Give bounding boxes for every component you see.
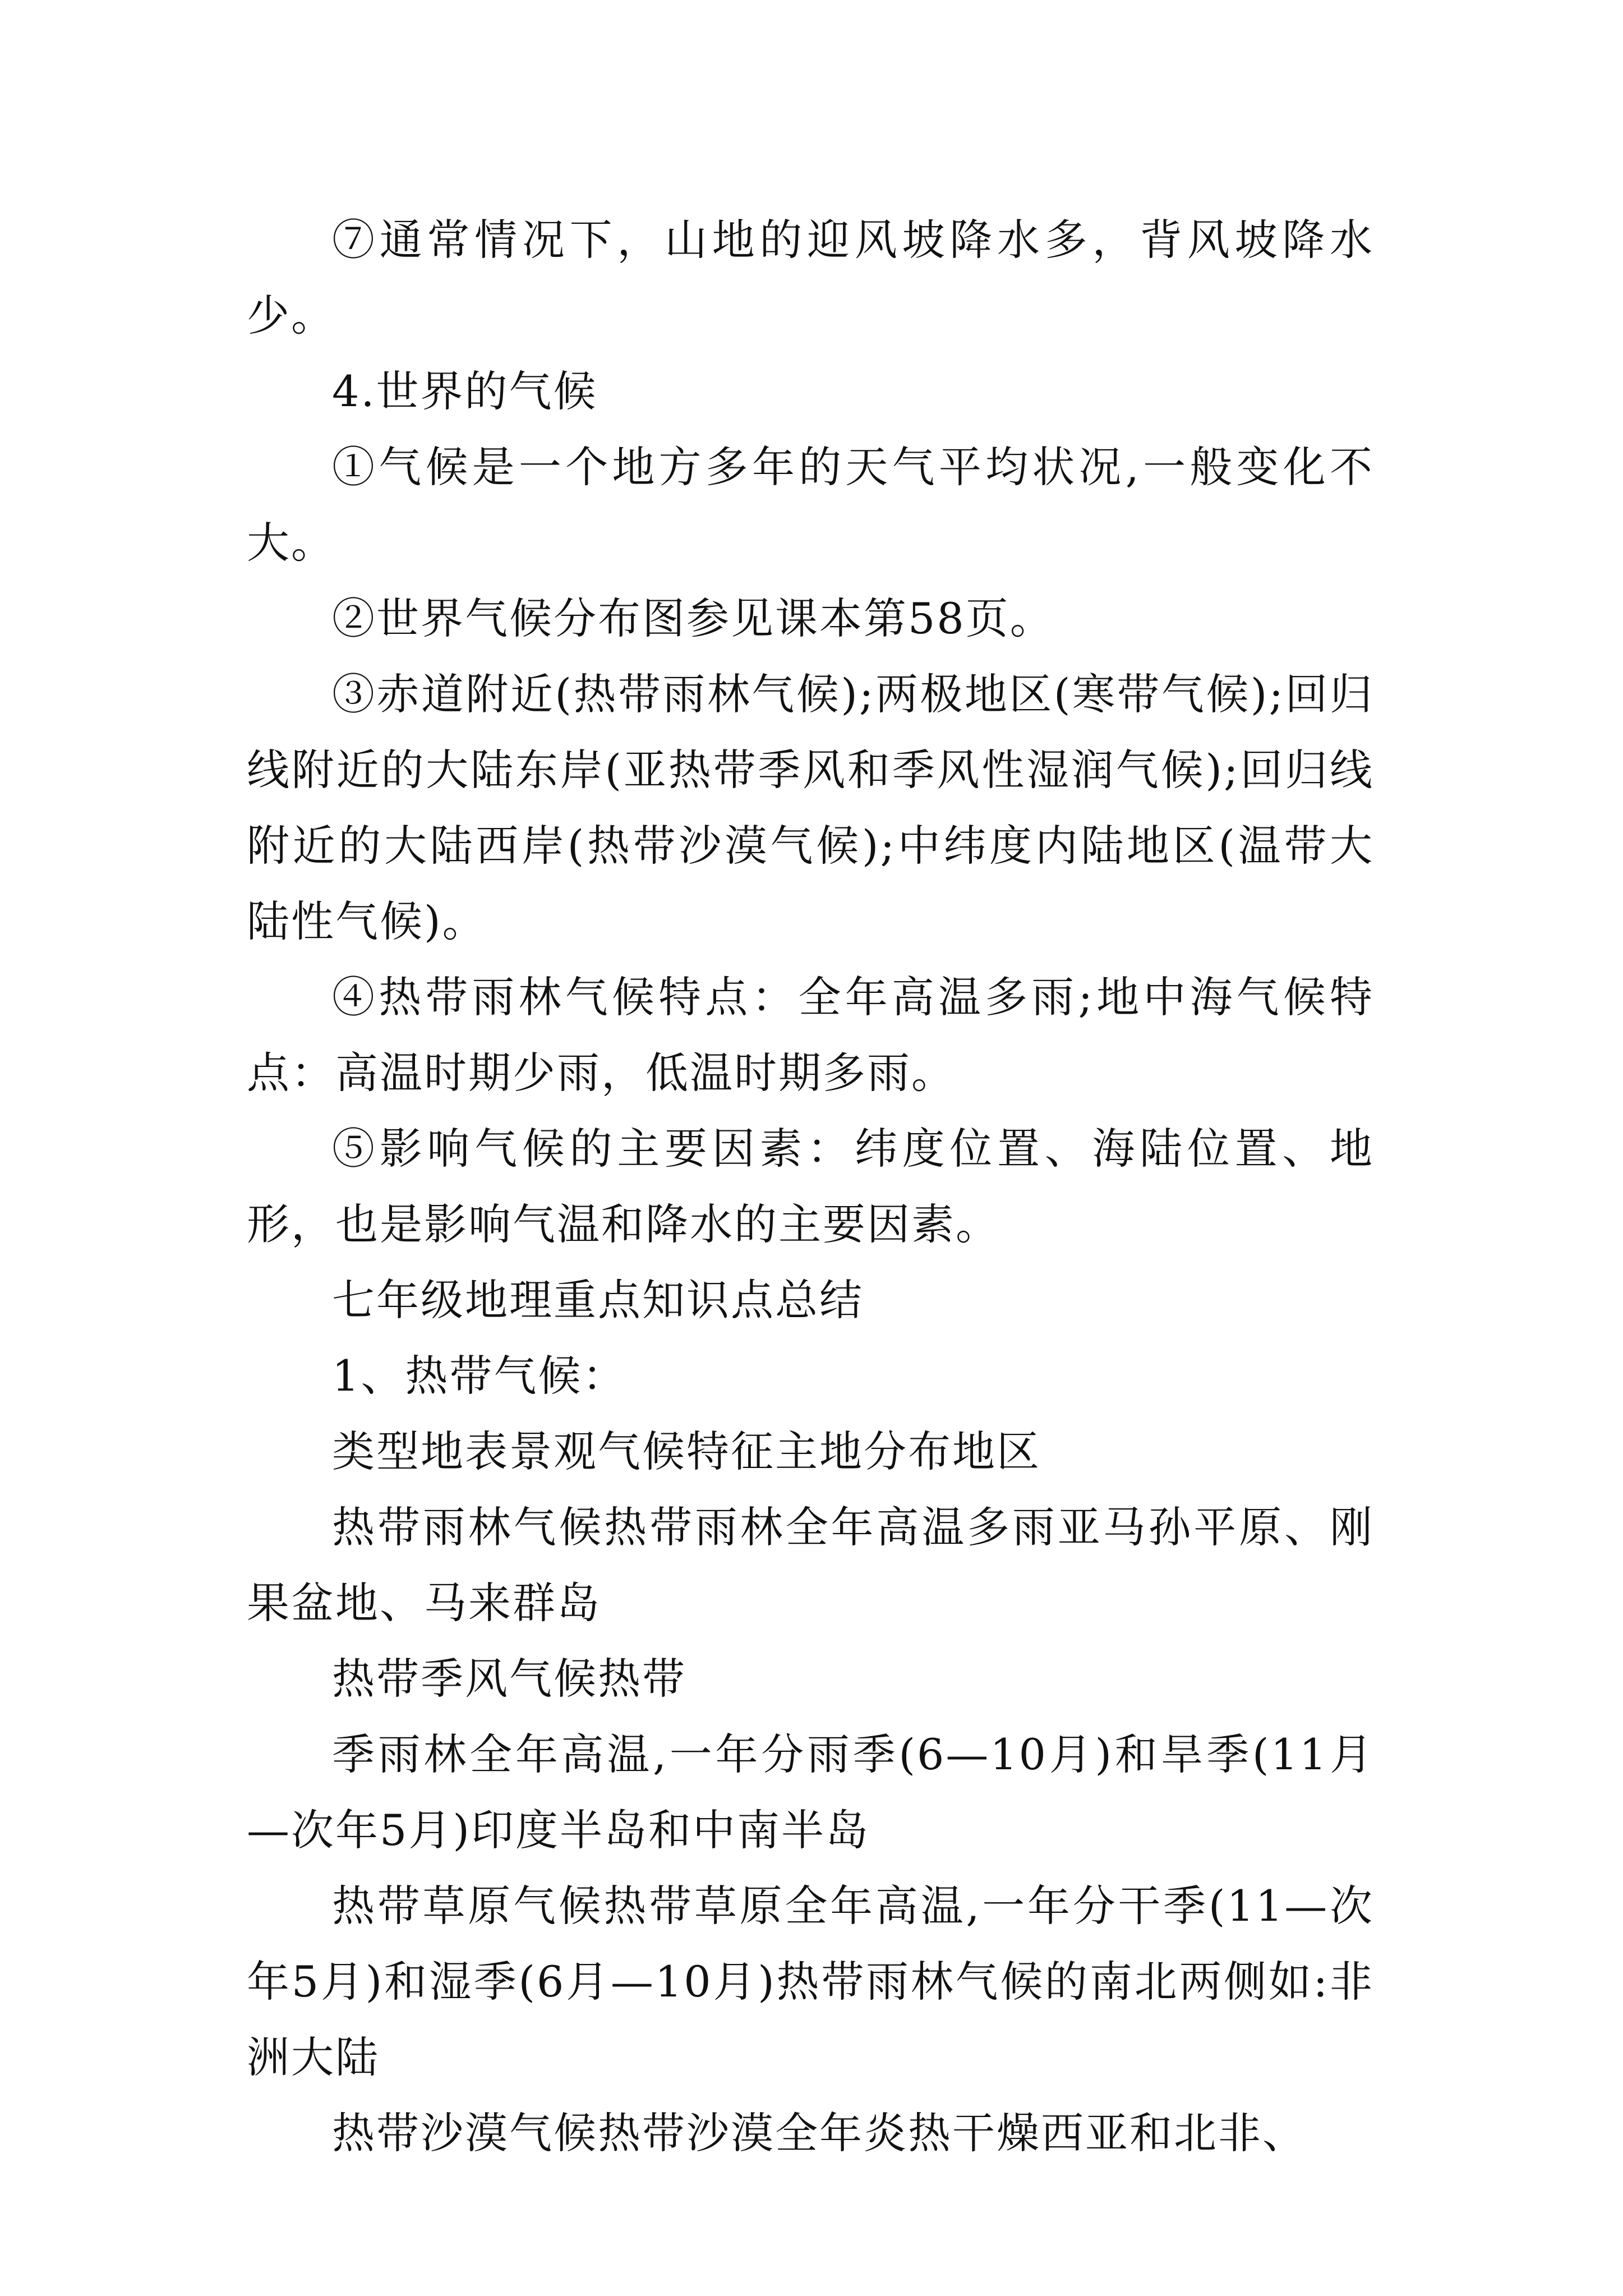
row-tropical-monsoon-title: 热带季风气候热带 (332, 1654, 686, 1704)
section-heading-world-climate: 4.世界的气候 (332, 366, 598, 416)
row-tropical-desert: 热带沙漠气候热带沙漠全年炎热干燥西亚和北非、 (332, 2108, 1307, 2158)
section-heading-summary: 七年级地理重点知识点总结 (332, 1275, 864, 1325)
paragraph-7-mountain-precipitation: ⑦通常情况下，山地的迎风坡降水多，背风坡降水少。 (247, 215, 1374, 341)
row-tropical-savanna: 热带草原气候热带草原全年高温,一年分干季(11—次年5月)和湿季(6月—10月)热带雨林气候的南北两侧如:非洲大陆 (247, 1881, 1374, 2082)
paragraph-4-climate-features: ④热带雨林气候特点：全年高温多雨;地中海气候特点：高温时期少雨，低温时期多雨。 (247, 972, 1374, 1098)
document-body (247, 202, 1374, 2171)
paragraph-2-climate-map: ②世界气候分布图参见课本第58页。 (332, 593, 1054, 643)
paragraph-3-climate-regions: ③赤道附近(热带雨林气候);两极地区(寒带气候);回归线附近的大陆东岸(亚热带季风和季风性湿润气候);回归线附近的大陆西岸(热带沙漠气候);中纬度内陆地区(温带大陆性气候)。 (247, 669, 1374, 946)
table-header-row: 类型地表景观气候特征主地分布地区 (332, 1427, 1041, 1476)
row-tropical-monsoon-detail: 季雨林全年高温,一年分雨季(6—10月)和旱季(11月—次年5月)印度半岛和中南半岛 (247, 1729, 1374, 1855)
subheading-tropical-climate: 1、热带气候： (332, 1351, 627, 1401)
paragraph-1-climate-definition: ①气候是一个地方多年的天气平均状况,一般变化不大。 (247, 442, 1374, 568)
row-tropical-rainforest: 热带雨林气候热带雨林全年高温多雨亚马孙平原、刚果盆地、马来群岛 (247, 1502, 1374, 1628)
paragraph-5-climate-factors: ⑤影响气候的主要因素：纬度位置、海陆位置、地形，也是影响气温和降水的主要因素。 (247, 1124, 1374, 1249)
